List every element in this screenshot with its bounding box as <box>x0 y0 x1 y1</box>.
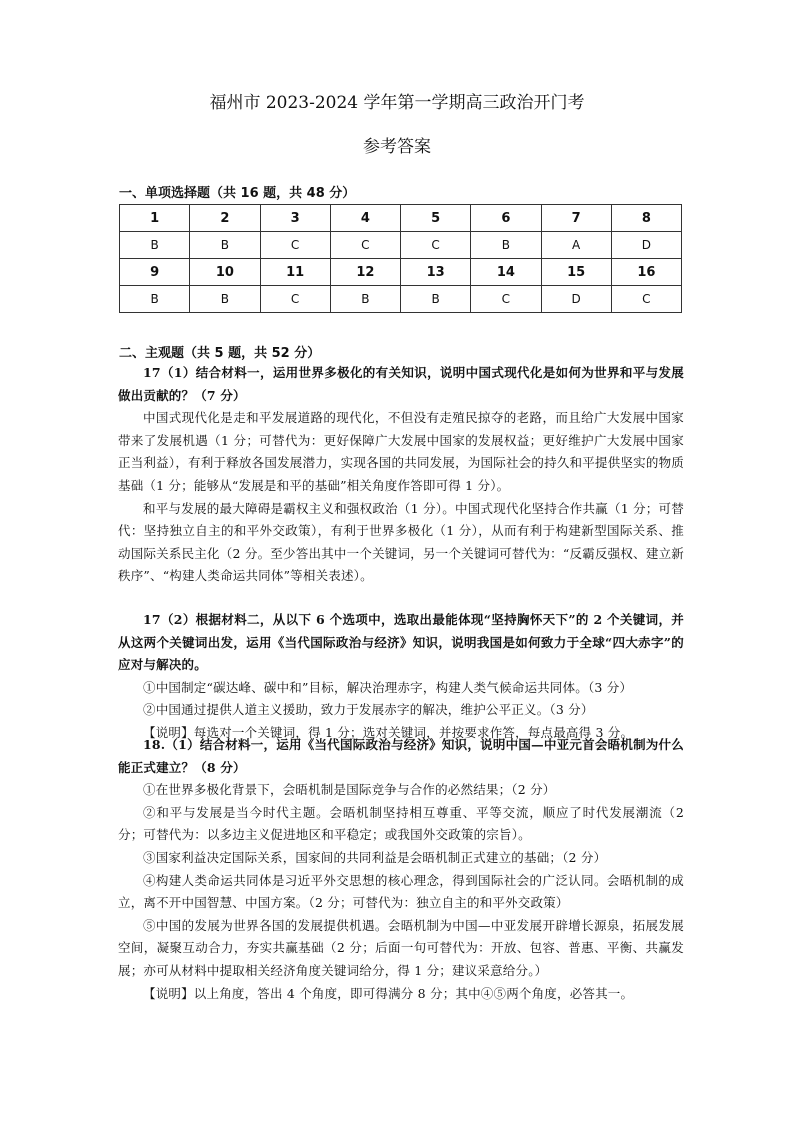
answer-cell: C <box>471 286 541 313</box>
document-subtitle: 参考答案 <box>363 137 431 157</box>
question-number: 15 <box>541 259 611 286</box>
section-heading-subjective: 二、主观题（共 5 题，共 52 分） <box>119 346 321 361</box>
question-number: 10 <box>190 259 260 286</box>
table-row-numbers-1 <box>120 205 682 232</box>
answer-cell: C <box>401 232 471 259</box>
answer-cell: C <box>330 232 400 259</box>
question-number: 13 <box>401 259 471 286</box>
section-heading-choice: 一、单项选择题（共 16 题，共 48 分） <box>119 186 356 201</box>
question-number: 3 <box>260 205 330 232</box>
answer-point: ⑤中国的发展为世界各国的发展提供机遇。会晤机制为中国—中亚发展开辟增长源泉，拓展发展空间，凝聚互动合力，夯实共赢基础（2 分；后面一句可替代为：开放、包容、普惠、平衡、共赢发展；亦可从材料中提取相关经济角度关键词给分，得 1 分；建议采意给分。） <box>118 917 684 978</box>
table-row-answers-2 <box>120 286 682 313</box>
answer-cell: D <box>611 232 681 259</box>
answer-cell: B <box>190 286 260 313</box>
question-17-1-block <box>118 362 684 588</box>
question-number: 16 <box>611 259 681 286</box>
question-number: 4 <box>330 205 400 232</box>
table-row-answers-1 <box>120 232 682 259</box>
answer-point: ②和平与发展是当今时代主题。会晤机制坚持相互尊重、平等交流，顺应了时代发展潮流（2 分；可替代为：以多边主义促进地区和平稳定；或我国外交政策的宗旨）。 <box>118 804 684 843</box>
table-row-numbers-2 <box>120 259 682 286</box>
answer-paragraph: 和平与发展的最大障碍是霸权主义和强权政治（1 分）。中国式现代化坚持合作共赢（1 分；可替代：坚持独立自主的和平外交政策），有利于世界多极化（1 分），从而有利于构建新型国际关系、推动国际关系民主化（2 分。至少答出其中一个关键词，另一个关键词可替代为：“反霸反强权、建立新秩序”、“构建人类命运共同体”等相关表述）。 <box>118 500 684 584</box>
answer-cell: B <box>120 286 190 313</box>
question-number: 2 <box>190 205 260 232</box>
question-number: 5 <box>401 205 471 232</box>
question-number: 8 <box>611 205 681 232</box>
answer-cell: B <box>120 232 190 259</box>
answer-point: ②中国通过提供人道主义援助，致力于发展赤字的解决，维护公平正义。（3 分） <box>143 702 594 718</box>
scoring-note: 【说明】每选对一个关键词，得 1 分；选对关键词，并按要求作答，每点最高得 3 分。 <box>143 724 634 740</box>
question-17-1-prompt: 17（1）结合材料一，运用世界多极化的有关知识，说明中国式现代化是如何为世界和平与发展做出贡献的？（7 分） <box>118 365 684 403</box>
answer-cell: A <box>541 232 611 259</box>
answer-cell: B <box>471 232 541 259</box>
answer-cell: B <box>190 232 260 259</box>
answer-paragraph: 中国式现代化是走和平发展道路的现代化，不但没有走殖民掠夺的老路，而且给广大发展中国家带来了发展机遇（1 分；可替代为：更好保障广大发展中国家的发展权益；更好维护广大发展中国家正当利益），有利于释放各国发展潜力，实现各国的共同发展，为国际社会的持久和平提供坚实的物质基础（1 分；能够从“发展是和平的基础”相关角度作答即可得 1 分）。 <box>118 410 684 493</box>
answer-cell: B <box>401 286 471 313</box>
answer-point: ①中国制定“碳达峰、碳中和”目标，解决治理赤字，构建人类气候命运共同体。（3 分） <box>143 679 633 695</box>
question-18-1-prompt: 18.（1）结合材料一，运用《当代国际政治与经济》知识，说明中国—中亚元首会晤机制为什么能正式建立？（8 分） <box>118 737 684 775</box>
answer-cell: C <box>260 286 330 313</box>
answer-point: ③国家利益决定国际关系，国家间的共同利益是会晤机制正式建立的基础；（2 分） <box>143 849 607 865</box>
question-number: 9 <box>120 259 190 286</box>
question-18-1-block <box>118 734 684 1005</box>
question-number: 6 <box>471 205 541 232</box>
question-number: 11 <box>260 259 330 286</box>
answer-cell: C <box>260 232 330 259</box>
question-number: 7 <box>541 205 611 232</box>
question-number: 1 <box>120 205 190 232</box>
scoring-note: 【说明】以上角度，答出 4 个角度，即可得满分 8 分；其中④⑤两个角度，必答其一。 <box>143 985 634 1001</box>
answer-cell: B <box>330 286 400 313</box>
document-title: 福州市 2023-2024 学年第一学期高三政治开门考 <box>209 93 585 113</box>
answer-cell: D <box>541 286 611 313</box>
answer-table <box>119 204 682 313</box>
answer-point: ④构建人类命运共同体是习近平外交思想的核心理念，得到国际社会的广泛认同。会晤机制的成立，离不开中国智慧、中国方案。（2 分；可替代为：独立自主的和平外交政策） <box>118 872 684 911</box>
answer-point: ①在世界多极化背景下，会晤机制是国际竞争与合作的必然结果；（2 分） <box>143 782 556 798</box>
question-number: 12 <box>330 259 400 286</box>
answer-cell: C <box>611 286 681 313</box>
question-17-2-prompt: 17（2）根据材料二，从以下 6 个选项中，选取出最能体现“坚持胸怀天下”的 2 个关键词，并从这两个关键词出发，运用《当代国际政治与经济》知识，说明我国是如何致力于全球“四大赤字”的应对与解决的。 <box>118 612 684 673</box>
question-number: 14 <box>471 259 541 286</box>
question-17-2-block <box>118 609 684 745</box>
